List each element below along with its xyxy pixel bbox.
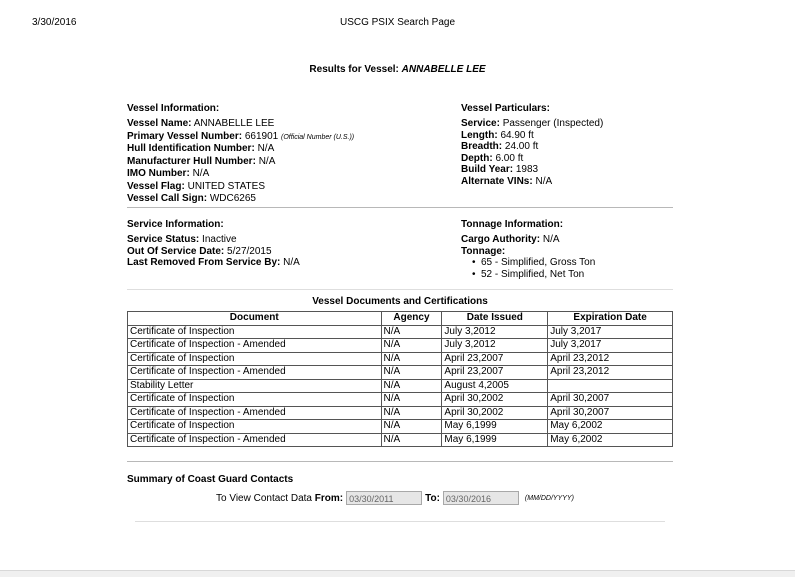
field-row: [127, 193, 354, 206]
table-cell: April 30,2002: [442, 406, 548, 420]
table-cell: April 23,2012: [548, 366, 673, 380]
contacts-title: Summary of Coast Guard Contacts: [127, 474, 294, 485]
from-date-input[interactable]: 03/30/2011: [346, 491, 422, 505]
field-row: [127, 131, 354, 144]
table-cell: N/A: [381, 379, 442, 393]
divider: [127, 289, 673, 290]
tonnage-information-section: [461, 219, 595, 280]
table-row: [128, 393, 673, 407]
table-row: [128, 420, 673, 434]
table-cell: N/A: [381, 393, 442, 407]
table-row: [128, 352, 673, 366]
contacts-intro: To View Contact Data: [216, 492, 312, 504]
field-label: Primary Vessel Number:: [127, 130, 243, 142]
column-header: Date Issued: [442, 312, 548, 326]
field-value: 64.90 ft: [500, 129, 534, 141]
field-row: [127, 168, 354, 181]
to-date-input[interactable]: 03/30/2016: [443, 491, 519, 505]
from-label: From:: [314, 492, 344, 504]
field-row: [461, 118, 603, 130]
table-cell: N/A: [381, 339, 442, 353]
cargo-authority-value: N/A: [542, 234, 560, 245]
field-value: N/A: [257, 143, 275, 154]
table-cell: N/A: [381, 366, 442, 380]
table-cell: N/A: [381, 433, 442, 447]
field-row: [461, 141, 603, 153]
results-heading: [0, 64, 795, 75]
table-cell: N/A: [381, 420, 442, 434]
table-cell: May 6,2002: [548, 433, 673, 447]
field-value: 1983: [515, 164, 539, 175]
field-value: 6.00 ft: [495, 152, 524, 164]
vessel-particulars-title: Vessel Particulars:: [461, 103, 550, 114]
divider: [127, 461, 673, 462]
column-header: Expiration Date: [548, 312, 673, 326]
date-format-hint: (MM/DD/YYYY): [524, 494, 574, 502]
results-prefix: Results for Vessel:: [309, 64, 399, 75]
tonnage-information-title: Tonnage Information:: [461, 219, 564, 230]
table-cell: April 30,2002: [442, 393, 548, 407]
vessel-information-fields: [127, 118, 354, 206]
field-row: [127, 156, 354, 169]
tonnage-list: [461, 257, 595, 280]
divider: [135, 521, 665, 522]
table-row: [128, 339, 673, 353]
table-cell: Certificate of Inspection: [128, 393, 382, 407]
field-value: Inactive: [202, 234, 237, 245]
table-cell: April 30,2007: [548, 393, 673, 407]
field-value: WDC6265: [209, 193, 256, 204]
vessel-information-section: [127, 103, 354, 206]
table-cell: Certificate of Inspection - Amended: [128, 339, 382, 353]
tonnage-label: Tonnage:: [461, 245, 506, 257]
field-value: 5/27/2015: [227, 245, 272, 257]
field-row: [461, 176, 603, 188]
table-cell: Certificate of Inspection - Amended: [128, 406, 382, 420]
divider: [127, 207, 673, 208]
field-row: [461, 153, 603, 165]
table-cell: April 30,2007: [548, 406, 673, 420]
table-cell: Stability Letter: [128, 379, 382, 393]
documents-title: Vessel Documents and Certifications: [312, 296, 488, 307]
table-cell: April 23,2007: [442, 366, 548, 380]
field-label: Manufacturer Hull Number:: [127, 155, 256, 167]
table-cell: April 23,2012: [548, 352, 673, 366]
contact-date-range: [216, 490, 574, 506]
table-cell: N/A: [381, 406, 442, 420]
tonnage-item: • 65 - Simplified, Gross Ton: [461, 257, 595, 269]
field-label: Length:: [461, 129, 498, 141]
field-label: Last Removed From Service By:: [127, 257, 281, 268]
table-row: [128, 406, 673, 420]
field-row: [127, 118, 354, 131]
field-label: Service Status:: [127, 234, 200, 245]
table-cell: July 3,2012: [442, 325, 548, 339]
table-cell: N/A: [381, 325, 442, 339]
field-label: Vessel Flag:: [127, 180, 185, 192]
field-row: [127, 257, 300, 269]
table-row: [128, 366, 673, 380]
vessel-information-title: Vessel Information:: [127, 103, 220, 114]
table-row: [128, 433, 673, 447]
table-cell: Certificate of Inspection: [128, 420, 382, 434]
field-label: Hull Identification Number:: [127, 143, 255, 154]
cargo-authority-label: Cargo Authority:: [461, 234, 541, 245]
table-cell: Certificate of Inspection - Amended: [128, 433, 382, 447]
field-row: [127, 234, 300, 246]
field-row: [127, 143, 354, 156]
field-value: N/A: [258, 155, 276, 167]
service-information-fields: [127, 234, 300, 269]
field-label: Out Of Service Date:: [127, 245, 225, 257]
field-value: N/A: [535, 175, 553, 187]
field-value: 661901: [244, 130, 279, 142]
table-cell: [548, 379, 673, 393]
table-cell: May 6,1999: [442, 420, 548, 434]
table-cell: N/A: [381, 352, 442, 366]
vessel-particulars-section: [461, 103, 603, 187]
table-cell: July 3,2012: [442, 339, 548, 353]
field-label: IMO Number:: [127, 168, 190, 179]
field-label: Alternate VINs:: [461, 175, 533, 187]
field-row: [461, 164, 603, 176]
print-date: 3/30/2016: [32, 17, 77, 28]
field-value: N/A: [283, 257, 300, 268]
table-cell: April 23,2007: [442, 352, 548, 366]
field-value: 24.00 ft: [504, 141, 539, 152]
to-label: To:: [425, 492, 440, 504]
field-label: Vessel Name:: [127, 118, 192, 129]
vessel-particulars-fields: [461, 118, 603, 187]
service-information-section: [127, 219, 300, 269]
field-note: (Official Number (U.S.)): [281, 133, 355, 141]
table-cell: July 3,2017: [548, 339, 673, 353]
documents-table: [127, 311, 673, 447]
table-cell: Certificate of Inspection: [128, 352, 382, 366]
table-cell: Certificate of Inspection - Amended: [128, 366, 382, 380]
field-row: [127, 246, 300, 258]
results-vessel-name: ANNABELLE LEE: [401, 64, 486, 75]
table-cell: August 4,2005: [442, 379, 548, 393]
field-label: Vessel Call Sign:: [127, 193, 208, 204]
table-cell: Certificate of Inspection: [128, 325, 382, 339]
column-header: Document: [128, 312, 382, 326]
table-cell: May 6,2002: [548, 420, 673, 434]
documents-header-row: [128, 312, 673, 326]
field-value: ANNABELLE LEE: [193, 118, 275, 129]
table-cell: May 6,1999: [442, 433, 548, 447]
table-row: [128, 379, 673, 393]
table-cell: July 3,2017: [548, 325, 673, 339]
print-page-title: USCG PSIX Search Page: [339, 17, 456, 28]
field-label: Build Year:: [461, 164, 514, 175]
column-header: Agency: [381, 312, 442, 326]
field-row: [127, 181, 354, 194]
service-information-title: Service Information:: [127, 219, 224, 230]
field-label: Service:: [461, 118, 500, 129]
table-row: [128, 325, 673, 339]
cargo-authority-field: [461, 234, 595, 246]
field-value: UNITED STATES: [187, 180, 266, 192]
field-value: Passenger (Inspected): [502, 118, 604, 129]
field-value: N/A: [192, 168, 210, 179]
field-label: Breadth:: [461, 141, 503, 152]
field-label: Depth:: [461, 152, 493, 164]
tonnage-item: • 52 - Simplified, Net Ton: [461, 269, 595, 281]
field-row: [461, 130, 603, 142]
